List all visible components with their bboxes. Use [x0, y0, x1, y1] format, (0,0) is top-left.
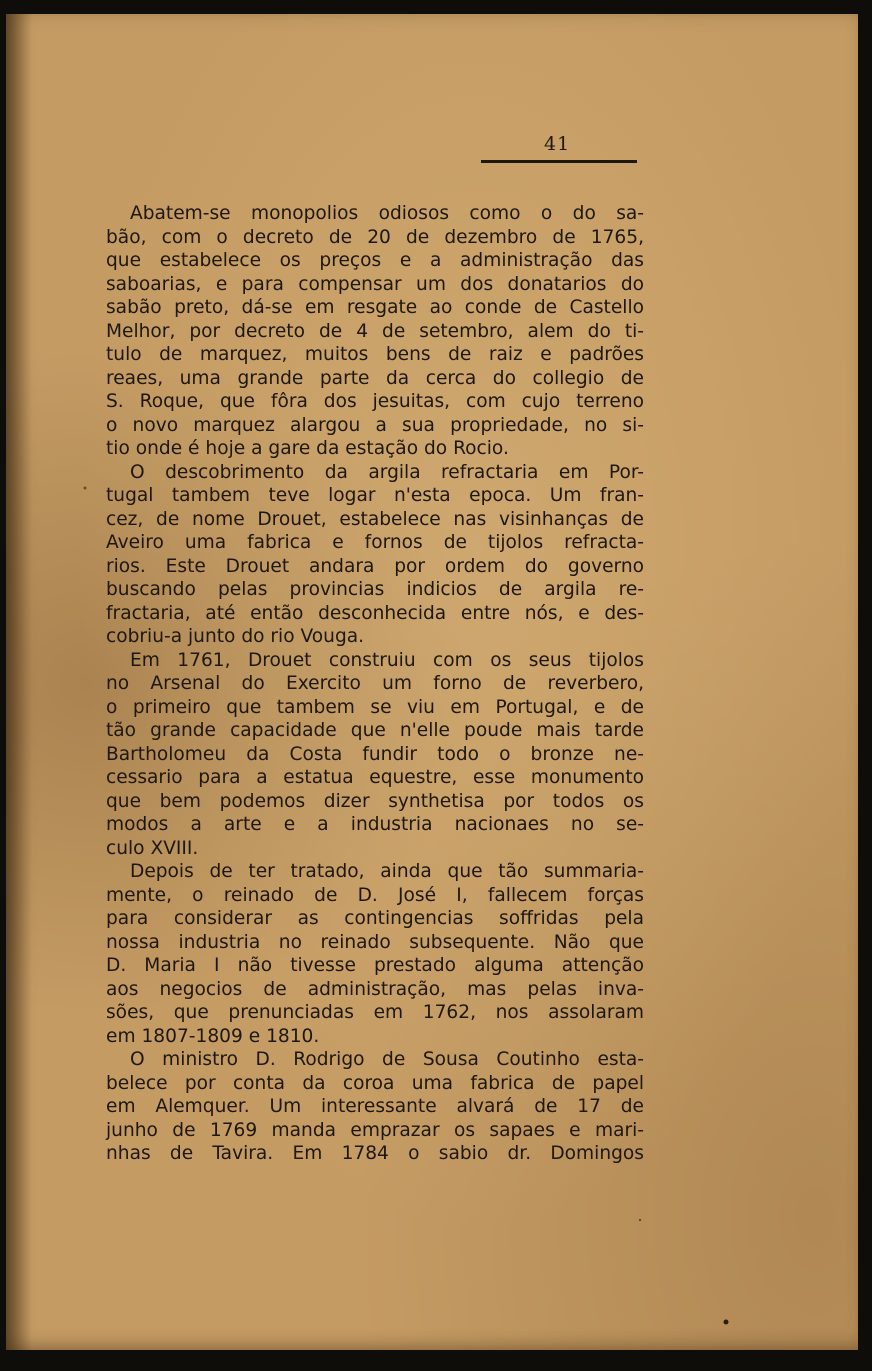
text-line: cobriu-a junto do rio Vouga. [106, 626, 365, 647]
text-line: no Arsenal do Exercito um forno de reverbero, [106, 673, 644, 694]
text-line: Em 1761, Drouet construiu com os seus tijolos [130, 649, 644, 671]
page-number: 41 [544, 133, 571, 155]
paper-speck [639, 1219, 641, 1221]
text-line: Depois de ter tratado, ainda que tão summaria- [130, 861, 644, 882]
text-line: S. Roque, que fôra dos jesuitas, com cujo terreno [106, 391, 644, 412]
paper-speck [84, 487, 87, 490]
text-line: que bem podemos dizer synthetisa por todos os [106, 790, 644, 812]
text-line: que estabelece os preços e a administração das [106, 250, 644, 271]
text-line: D. Maria I não tivesse prestado alguma attenção [106, 955, 644, 976]
text-line: rios. Este Drouet andara por ordem do governo [106, 555, 644, 577]
text-line: buscando pelas provincias indicios de argila re- [106, 579, 644, 600]
text-line: Aveiro uma fabrica e fornos de tijolos refracta- [106, 532, 644, 553]
text-line: o primeiro que tambem se viu em Portugal, e de [106, 696, 644, 718]
text-line: sabão preto, dá-se em resgate ao conde de Castello [106, 297, 644, 318]
text-line: O descobrimento da argila refractaria em Por- [130, 461, 644, 483]
text-line: cez, de nome Drouet, estabelece nas visinhanças de [106, 508, 644, 530]
text-line: em 1807-1809 e 1810. [106, 1025, 320, 1047]
text-line: junho de 1769 manda emprazar os sapaes e mari- [106, 1119, 644, 1141]
text-line: aos negocios de administração, mas pelas inva- [106, 978, 644, 1000]
text-line: nhas de Tavira. Em 1784 o sabio dr. Domingos [106, 1143, 644, 1164]
text-line: saboarias, e para compensar um dos donatarios do [106, 273, 644, 295]
text-line: fractaria, até então desconhecida entre nós, e des- [106, 602, 644, 624]
text-line: mente, o reinado de D. José I, fallecem forças [106, 884, 644, 906]
text-line: belece por conta da coroa uma fabrica de papel [106, 1072, 644, 1094]
text-line: para considerar as contingencias soffridas pela [106, 908, 644, 929]
text-line: tulo de marquez, muitos bens de raiz e padrões [106, 344, 644, 365]
text-line: tio onde é hoje a gare da estação do Rocio. [106, 438, 509, 459]
text-line: modos a arte e a industria nacionaes no se- [106, 814, 644, 835]
text-line: em Alemquer. Um interessante alvará de 17 de [106, 1096, 644, 1117]
text-line: tugal tambem teve logar n'esta epoca. Um fran- [106, 485, 644, 506]
text-line: cessario para a estatua equestre, esse monumento [106, 767, 644, 788]
text-line: o novo marquez alargou a sua propriedade, no si- [106, 414, 644, 436]
text-line: tão grande capacidade que n'elle poude mais tarde [106, 720, 644, 741]
text-line: Melhor, por decreto de 4 de setembro, alem do ti- [106, 320, 644, 342]
text-line: reaes, uma grande parte da cerca do collegio de [106, 367, 644, 389]
text-line: culo XVIII. [106, 837, 199, 859]
text-line: sões, que prenunciadas em 1762, nos assolaram [106, 1002, 644, 1023]
text-line: nossa industria no reinado subsequente. Não que [106, 931, 644, 953]
text-line: Abatem-se monopolios odiosos como o do sa- [130, 203, 644, 224]
ink-speck [724, 1320, 729, 1325]
text-line: bão, com o decreto de 20 de dezembro de 1765, [106, 226, 644, 248]
text-line: Bartholomeu da Costa fundir todo o bronze ne- [106, 743, 644, 765]
text-line: O ministro D. Rodrigo de Sousa Coutinho esta- [130, 1049, 644, 1070]
